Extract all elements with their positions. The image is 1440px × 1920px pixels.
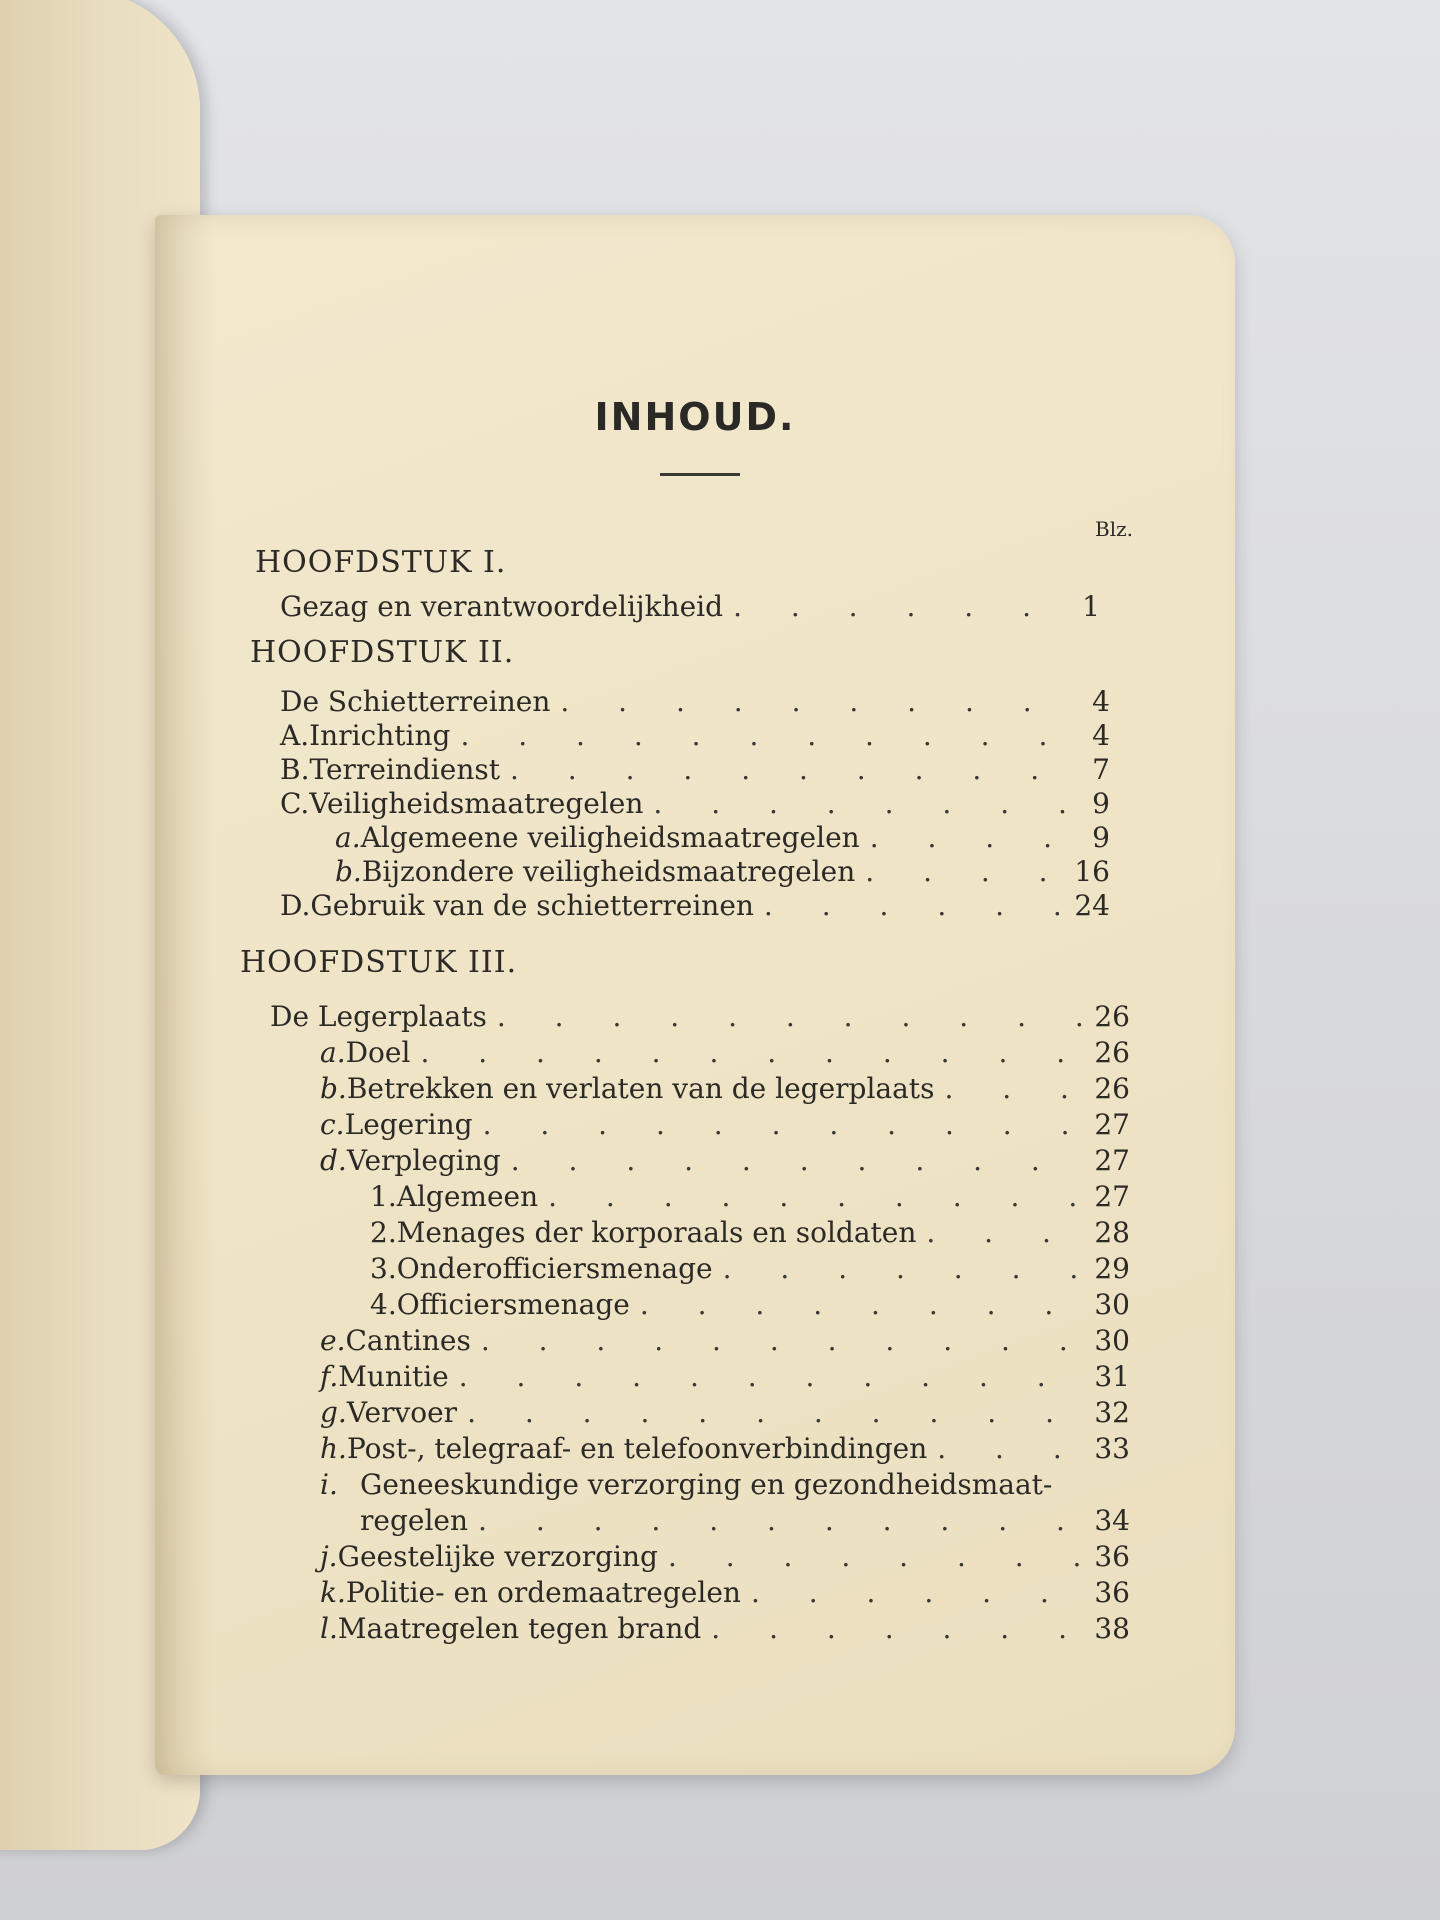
toc-entry-page: 36 (1094, 1540, 1130, 1573)
toc-entry-marker: a. (320, 1036, 346, 1069)
toc-entry-marker: b. (335, 855, 362, 888)
toc-entry-label: Inrichting (309, 719, 451, 752)
toc-entry-label: Vervoer (346, 1396, 458, 1429)
leader-dots (870, 821, 1082, 854)
binding-shadow (155, 215, 215, 1775)
toc-entry (370, 1288, 1130, 1322)
toc-entry-page: 31 (1094, 1360, 1130, 1393)
toc-entry (320, 1612, 1130, 1646)
toc-entry-page: 26 (1094, 1036, 1130, 1069)
leader-dots (711, 1612, 1084, 1645)
toc-entry-marker: e. (320, 1324, 346, 1357)
toc-entry-page: 26 (1094, 1000, 1130, 1033)
toc-entry-page: 30 (1094, 1288, 1130, 1321)
toc-entry-page: 9 (1092, 821, 1110, 854)
toc-entry-marker: b. (320, 1072, 347, 1105)
toc-entry-marker: g. (320, 1396, 347, 1429)
toc-entry-page: 7 (1092, 753, 1110, 786)
toc-entry-marker: i. (320, 1468, 338, 1501)
leader-dots (467, 1396, 1084, 1429)
leader-dots (548, 1180, 1084, 1213)
toc-entry-label: Betrekken en verlaten van de legerplaats (346, 1072, 935, 1105)
leader-dots (420, 1036, 1084, 1069)
chapter-heading-3: HOOFDSTUK III. (240, 945, 518, 980)
toc-entry (320, 1576, 1130, 1610)
toc-entry-page: 4 (1092, 685, 1110, 718)
leader-dots (497, 1000, 1085, 1033)
leader-dots (668, 1540, 1084, 1573)
page-column-label: Blz. (1095, 517, 1133, 541)
toc-entry-label: Cantines (345, 1324, 471, 1357)
toc-entry (270, 1000, 1130, 1034)
toc-entry (320, 1072, 1130, 1106)
leader-dots (560, 685, 1082, 718)
leader-dots (733, 590, 1072, 623)
leader-dots (653, 787, 1082, 820)
leader-dots (483, 1108, 1085, 1141)
toc-entry (370, 1216, 1130, 1250)
leader-dots (865, 855, 1064, 888)
toc-entry-marker: 1. (370, 1180, 397, 1213)
toc-entry-label: Officiersmenage (396, 1288, 630, 1321)
leader-dots (944, 1072, 1084, 1105)
toc-entry-marker: 4. (370, 1288, 397, 1321)
toc-entry-page: 9 (1092, 787, 1110, 820)
toc-entry-marker: f. (320, 1360, 339, 1393)
toc-entry-marker: d. (320, 1144, 347, 1177)
leader-dots (723, 1252, 1085, 1285)
toc-entry-page: 1 (1082, 590, 1100, 623)
toc-entry (320, 1432, 1130, 1466)
toc-entry-marker: k. (320, 1576, 346, 1609)
toc-entry (320, 1396, 1130, 1430)
toc-entry (370, 1180, 1130, 1214)
toc-entry-page: 27 (1094, 1108, 1130, 1141)
leader-dots (751, 1576, 1084, 1609)
toc-entry-page: 4 (1092, 719, 1110, 752)
toc-entry-label: Veiligheidsmaatregelen (309, 787, 644, 820)
chapter-heading-1: HOOFDSTUK I. (255, 545, 507, 580)
toc-entry (280, 590, 1100, 624)
toc-entry-marker: c. (320, 1108, 345, 1141)
toc-entry-label: Geestelijke verzorging (337, 1540, 658, 1573)
toc-entry-label: Bijzondere veiligheidsmaatregelen (361, 855, 856, 888)
toc-entry-label: Politie- en ordemaatregelen (345, 1576, 741, 1609)
toc-entry-label: Onderofficiersmenage (396, 1252, 713, 1285)
toc-entry-page: 16 (1074, 855, 1110, 888)
toc-entry (370, 1252, 1130, 1286)
toc-entry-label: Verpleging (346, 1144, 501, 1177)
toc-entry-label: Doel (345, 1036, 411, 1069)
toc-entry-page: 36 (1094, 1576, 1130, 1609)
toc-entry (320, 1036, 1130, 1070)
toc-entry (280, 753, 1110, 787)
toc-entry-page: 38 (1094, 1612, 1130, 1645)
leader-dots (937, 1432, 1084, 1465)
toc-entry-continuation (360, 1504, 1130, 1538)
toc-entry-page: 27 (1094, 1144, 1130, 1177)
chapter-heading-2: HOOFDSTUK II. (250, 635, 515, 670)
leader-dots (481, 1324, 1085, 1357)
title-rule (660, 473, 740, 476)
toc-entry (320, 1540, 1130, 1574)
toc-entry (320, 1324, 1130, 1358)
leader-dots (511, 1144, 1085, 1177)
toc-entry-label: De Legerplaats (270, 1000, 487, 1033)
toc-entry (280, 889, 1110, 923)
toc-entry-label: Gezag en verantwoordelijkheid (280, 590, 724, 623)
toc-entry-marker: A. (280, 719, 310, 752)
toc-entry-page: 26 (1094, 1072, 1130, 1105)
leader-dots (764, 889, 1064, 922)
toc-entry-label: Geneeskundige verzorging en gezondheidsmaat- (360, 1468, 1053, 1501)
toc-entry-page: 30 (1094, 1324, 1130, 1357)
toc-entry-marker: B. (280, 753, 310, 786)
book-page (155, 215, 1235, 1775)
toc-entry-page: 33 (1094, 1432, 1130, 1465)
toc-entry (335, 821, 1110, 855)
toc-entry-label: Maatregelen tegen brand (337, 1612, 702, 1645)
toc-entry-marker: 2. (370, 1216, 397, 1249)
leader-dots (459, 1360, 1085, 1393)
toc-entry-label: De Schietterreinen (280, 685, 551, 718)
toc-entry-label: Legering (344, 1108, 473, 1141)
toc-entry-marker: l. (320, 1612, 338, 1645)
toc-entry-page: 32 (1094, 1396, 1130, 1429)
leader-dots (478, 1504, 1084, 1537)
toc-entry (280, 787, 1110, 821)
toc-entry-marker: h. (320, 1432, 347, 1465)
toc-entry-marker: D. (280, 889, 311, 922)
toc-entry-marker: j. (320, 1540, 338, 1573)
toc-entry-label: Menages der korporaals en soldaten (396, 1216, 917, 1249)
toc-entry (280, 685, 1110, 719)
toc-entry-label: Algemeen (396, 1180, 539, 1213)
toc-entry-page: 24 (1074, 889, 1110, 922)
leader-dots (640, 1288, 1085, 1321)
toc-entry (320, 1360, 1130, 1394)
toc-entry-page: 28 (1094, 1216, 1130, 1249)
toc-entry-page: 29 (1094, 1252, 1130, 1285)
toc-entry (280, 719, 1110, 753)
toc-entry-page: 27 (1094, 1180, 1130, 1213)
leader-dots (926, 1216, 1084, 1249)
toc-entry-marker: 3. (370, 1252, 397, 1285)
toc-entry-label: Algemeene veiligheidsmaatregelen (360, 821, 860, 854)
toc-entry (320, 1144, 1130, 1178)
toc-entry (335, 855, 1110, 889)
toc-entry-page: 34 (1094, 1504, 1130, 1537)
toc-entry (320, 1468, 1130, 1502)
toc-entry-marker: a. (335, 821, 361, 854)
toc-entry-label: Terreindienst (309, 753, 500, 786)
toc-entry-label: Gebruik van de schietterreinen (310, 889, 754, 922)
toc-entry-label: Munitie (338, 1360, 449, 1393)
leader-dots (510, 753, 1082, 786)
toc-entry-marker: C. (280, 787, 310, 820)
page-title: INHOUD. (594, 395, 796, 439)
toc-entry (320, 1108, 1130, 1142)
toc-entry-label-continuation: regelen (360, 1504, 469, 1537)
toc-entry-label: Post-, telegraaf- en telefoonverbindingen (346, 1432, 928, 1465)
leader-dots (460, 719, 1082, 752)
